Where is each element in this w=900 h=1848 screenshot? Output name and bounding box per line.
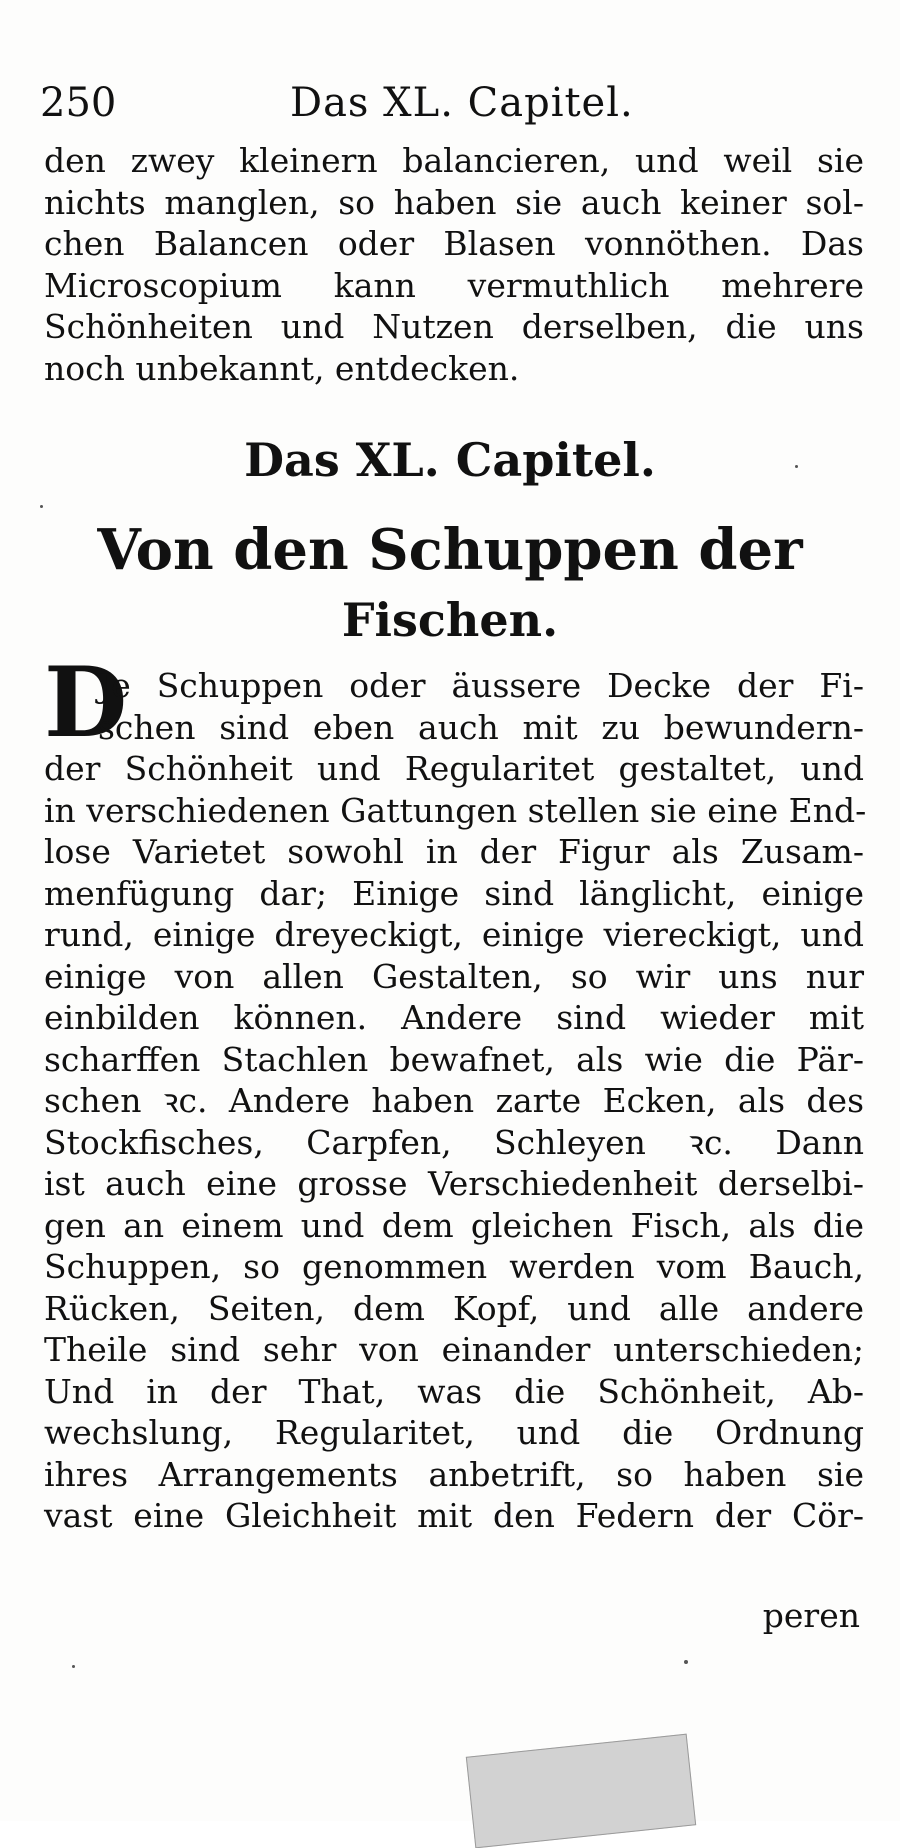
text-line: einige von allen Gestalten, so wir uns nur bbox=[44, 956, 864, 996]
running-title: Das XL. Capitel. bbox=[290, 80, 634, 126]
text-line: Je Schuppen oder äussere Decke der Fi- bbox=[98, 666, 864, 705]
text-line: Schönheiten und Nutzen derselben, die uns bbox=[44, 307, 864, 346]
text-line: wechslung, Regularitet, und die Ordnung bbox=[44, 1413, 864, 1452]
running-header bbox=[40, 78, 860, 128]
scan-speck bbox=[40, 505, 43, 508]
text-line: Stockfisches, Carpfen, Schleyen ꝛc. Dann bbox=[44, 1122, 864, 1162]
text-line: vast eine Gleichheit mit den Federn der Cör- bbox=[44, 1496, 864, 1535]
text-line: chen Balancen oder Blasen vonnöthen. Das bbox=[44, 224, 864, 263]
text-line: nichts manglen, so haben sie auch keiner sol- bbox=[44, 182, 864, 222]
text-line: menfügung dar; Einige sind länglicht, einige bbox=[44, 873, 864, 913]
text-line: der Schönheit und Regularitet gestaltet, und bbox=[44, 749, 864, 788]
chapter-title-continued: Fischen. bbox=[341, 593, 559, 647]
text-line: rund, einige dreyeckigt, einige viereckigt, und bbox=[44, 915, 864, 954]
text-line: ihres Arrangements anbetrift, so haben sie bbox=[44, 1454, 864, 1494]
text-line: Microscopium kann vermuthlich mehrere bbox=[44, 265, 864, 305]
text-line: gen an einem und dem gleichen Fisch, als die bbox=[44, 1205, 864, 1245]
scan-speck bbox=[684, 1660, 688, 1664]
text-line: schen ꝛc. Andere haben zarte Ecken, als des bbox=[44, 1081, 864, 1120]
text-line: Rücken, Seiten, dem Kopf, und alle andere bbox=[44, 1288, 864, 1328]
text-line: ist auch eine grosse Verschiedenheit derselbi- bbox=[44, 1164, 864, 1203]
previous-chapter-text bbox=[44, 140, 864, 389]
text-line: scharffen Stachlen bewafnet, als wie die Pär- bbox=[44, 1039, 864, 1079]
chapter-title: Von den Schuppen der bbox=[97, 517, 803, 583]
chapter-body-text bbox=[44, 665, 867, 1537]
text-line: einbilden können. Andere sind wieder mit bbox=[44, 998, 864, 1037]
scan-speck bbox=[72, 1665, 75, 1668]
text-line: den zwey kleinern balancieren, und weil sie bbox=[44, 141, 864, 180]
text-line: noch unbekannt, entdecken. bbox=[44, 348, 520, 388]
page-number: 250 bbox=[40, 80, 117, 126]
text-line: schen sind eben auch mit zu bewundern- bbox=[98, 707, 864, 747]
text-line: Schuppen, so genommen werden vom Bauch, bbox=[44, 1247, 864, 1286]
scan-speck bbox=[795, 465, 798, 468]
paper-scrap bbox=[466, 1734, 696, 1848]
text-line: Und in der That, was die Schönheit, Ab- bbox=[44, 1371, 864, 1411]
text-line: Theile sind sehr von einander unterschieden; bbox=[44, 1330, 864, 1369]
text-line: lose Varietet sowohl in der Figur als Zusam- bbox=[44, 832, 864, 871]
chapter-heading: Das XL. Capitel. bbox=[244, 433, 656, 487]
catchword: peren bbox=[762, 1596, 860, 1635]
text-line: in verschiedenen Gattungen stellen sie eine End- bbox=[44, 790, 867, 830]
drop-cap: D bbox=[44, 646, 128, 759]
